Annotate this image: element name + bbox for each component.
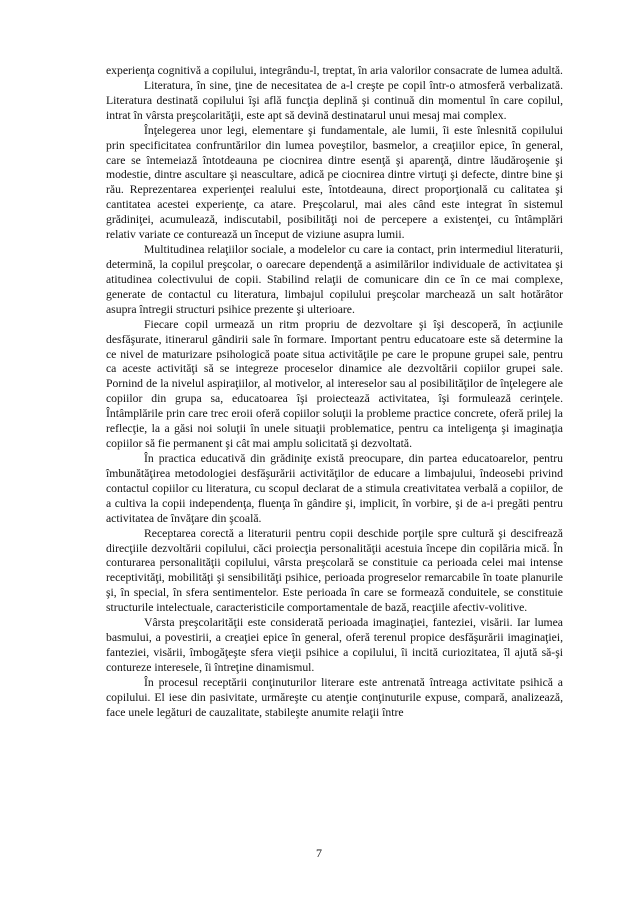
- paragraph-educational-practice: În practica educativă din grădiniţe există preocupare, din partea educatoarelor, pentru îmbunătăţirea metodologiei desfăşurării activităţilor de educare a limbajului, îndeosebi privind contactul copiilor cu literatura, cu scopul declarat de a stimula creativitatea verbală a copiilor, de a cultiva la copii independenţa, fluenţa în gândire şi, implicit, în vorbire, şi de a-i pregăti pentru activitatea de învăţare din şcoală.: [106, 451, 563, 525]
- paragraph-reception: Receptarea corectă a literaturii pentru copii deschide porţile spre cultură şi descifrează direcţiile dezvoltării copilului, căci proiecţia personalităţii acestuia începe din copilăria mică. În conturarea personalităţii copilului, vârsta preşcolară se constituie ca perioada celei mai intense receptivităţi, mobilităţi şi sensibilităţi psihice, perioada progreselor remarcabile în toate planurile şi, în special, în sfera sentimentelor. Este perioada în care se formează conduitele, se constituie structurile intelectuale, caracteristicile comportamentale de bază, reacţiile afectiv-volitive.: [106, 526, 563, 615]
- paragraph-social-relations: Multitudinea relaţiilor sociale, a modelelor cu care ia contact, prin intermediul literaturii, determină, la copilul preşcolar, o oarecare dependenţă a asimilărilor individuale de activitatea şi atitudinea colectivului de copii. Stabilind relaţii de comunicare din ce în ce mai complexe, generate de contactul cu literatura, limbajul copilului preşcolar marchează un salt hotărâtor asupra întregii structuri psihice prezente şi ulterioare.: [106, 243, 563, 316]
- paragraph-development-rhythm: Fiecare copil urmează un ritm propriu de dezvoltare şi îşi descoperă, în acţiunile desfăşurate, itinerarul gândirii sale în formare. Important pentru educatoare este să determine la ce nivel de maturizare psihologică poate situa activităţile pe care le propune grupei sale, pentru ca aceste activităţi să se integreze proceselor dinamice ale dezvoltării copiilor grupei sale. Pornind de la nivelul aspiraţiilor, al motivelor, al intereselor sau al posibilităţilor de înţelegere ale copiilor din grupa sa, educatoarea îşi proiectează activitatea, îşi formulează cerinţele. Întâmplările prin care trec eroii oferă copiilor soluţii la probleme practice concrete, oferă prilej la reflecţie, la a găsi noi soluţii în unele situaţii problematice, pentru ca inteligenţa şi imaginaţia copiilor să fie permanent şi cât mai amplu solicitată şi dezvoltată.: [106, 317, 563, 451]
- paragraph-literature: Literatura, în sine, ţine de necesitatea de a-l creşte pe copil într-o atmosferă verbalizată. Literatura destinată copilului îşi află funcţia deplină şi continuă din momentul în care copilul, intrat în vârsta preşcolarităţii, este apt să devină destinatarul unui mesaj mai complex.: [106, 78, 563, 122]
- paragraph-reception-process: În procesul receptării conţinuturilor literare este antrenată întreaga activitate psihică a copilului. El iese din pasivitate, urmăreşte cu atenţie conţinuturile expuse, compară, analizează, face unele legături de cauzalitate, stabileşte anumite relaţii între: [106, 675, 563, 719]
- paragraph-imagination: Vârsta preşcolarităţii este considerată perioada imaginaţiei, fanteziei, visării. Iar lumea basmului, a povestirii, a creaţiei epice în general, oferă terenul propice desfăşurării imaginaţiei, fanteziei, visării, îmbogăţeşte sfera vieţii psihice a copilului, îi incită curiozitatea, îl ajută să-şi contureze interesele, îi întreţine dinamismul.: [106, 616, 563, 674]
- paragraph-continuation: experienţa cognitivă a copilului, integrându-l, treptat, în aria valorilor consacrate de lumea adultă.: [106, 64, 563, 77]
- paragraph-understanding: Înţelegerea unor legi, elementare şi fundamentale, ale lumii, îi este înlesnită copilului prin specificitatea confruntărilor din lumea poveştilor, basmelor, a creaţiilor epice, în general, care se întemeiază întotdeauna pe ciocnirea dintre esenţă şi aparenţă, dintre lăudăroşenie şi modestie, dintre ascultare şi neascultare, adică pe ciocnirea dintre virtuţi şi defecte, dintre bine şi rău. Reprezentarea experienţei realului este, întotdeauna, direct proporţională cu calitatea şi cantitatea acestei experienţe, ca atare. Preşcolarul, mai ales când este integrat în sistemul grădiniţei, acumulează, indiscutabil, posibilităţi noi de percepere a existenţei, cu întâmplări relativ variate ce conturează un început de viziune asupra lumii.: [106, 123, 563, 242]
- page-number: 7: [316, 846, 322, 860]
- document-body: [106, 64, 563, 721]
